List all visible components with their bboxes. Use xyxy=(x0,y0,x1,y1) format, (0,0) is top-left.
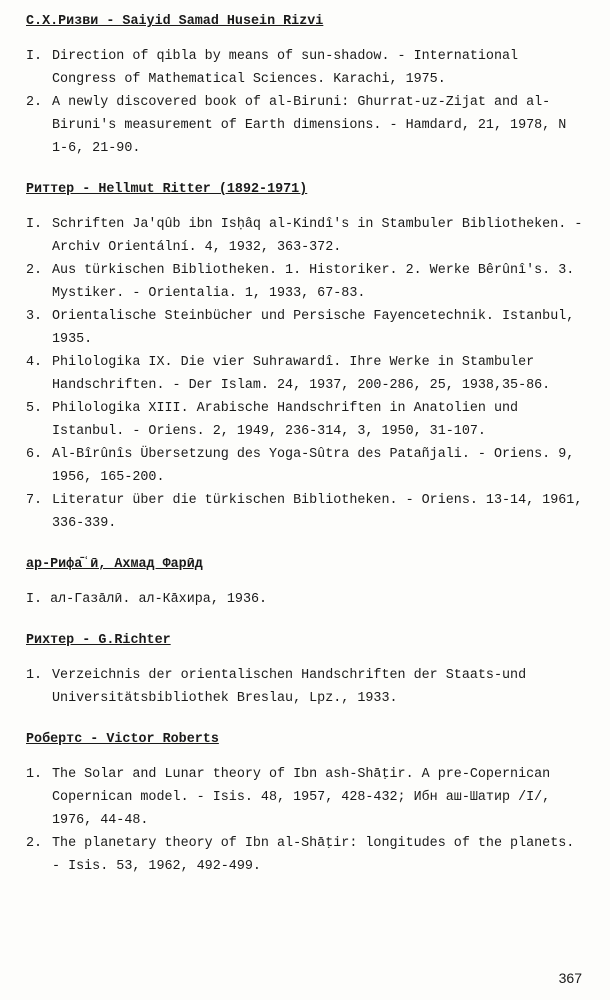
entry-text: Direction of qibla by means of sun-shadow. - International Congress of Mathematical Sciences. Karachi, 1975. xyxy=(52,49,519,87)
entry-list xyxy=(26,213,586,535)
entry-number: 2. xyxy=(26,263,43,278)
entry-list xyxy=(26,664,586,710)
entry-text: Al-Bîrûnîs Übersetzung des Yoga-Sûtra des Patañjali. - Oriens. 9, 1956, 165-200. xyxy=(52,447,575,485)
list-item xyxy=(26,397,586,443)
entry-text: I. ал-Газāлӣ. ал-Кāхира, 1936. xyxy=(26,592,268,607)
section-rifai xyxy=(26,553,586,611)
entry-text: The planetary theory of Ibn al-Shāṭir: longitudes of the planets. - Isis. 53, 1962, 492-499. xyxy=(52,836,575,874)
section-roberts xyxy=(26,728,586,878)
entry-text: Schriften Ja'qûb ibn Isḥâq al-Kindî's in Stambuler Bibliotheken. - Archiv Orientální. 4, 1932, 363-372. xyxy=(52,217,583,255)
list-item xyxy=(26,832,586,878)
entry-number: 3. xyxy=(26,309,43,324)
section-rizvi xyxy=(26,10,586,160)
list-item xyxy=(26,305,586,351)
section-heading: ар-Рифа̄ʿӣ, Ахмад Фарӣд xyxy=(26,557,203,572)
entry-text: A newly discovered book of al-Biruni: Ghurrat-uz-Zijat and al-Biruni's measurement of Earth dimensions. - Hamdard, 21, 1978, N 1-6, 21-90. xyxy=(52,95,567,156)
section-heading: Рихтер - G.Richter xyxy=(26,633,171,648)
section-heading: Риттер - Hellmut Ritter (1892-1971) xyxy=(26,182,308,197)
entry-text: The Solar and Lunar theory of Ibn ash-Shāṭir. A pre-Copernican Copernican model. - Isis. 48, 1957, 428-432; Ибн аш-Шатир /I/, 1976, 44-48. xyxy=(52,767,551,828)
entry-number: 4. xyxy=(26,355,43,370)
entry-number: 1. xyxy=(26,767,43,782)
section-heading: Робертс - Victor Roberts xyxy=(26,732,219,747)
section-ritter xyxy=(26,178,586,535)
entry-number: I. xyxy=(26,49,43,64)
list-item xyxy=(26,443,586,489)
entry-number: 2. xyxy=(26,95,43,110)
page-number: 367 xyxy=(558,970,582,986)
entry-number: I. xyxy=(26,217,43,232)
entry-number: 2. xyxy=(26,836,43,851)
entry-number: 7. xyxy=(26,493,43,508)
entry-list xyxy=(26,763,586,878)
entry-text: Philologika XIII. Arabische Handschriften in Anatolien und Istanbul. - Oriens. 2, 1949, 236-314, 3, 1950, 31-107. xyxy=(52,401,519,439)
entry-text: Verzeichnis der orientalischen Handschriften der Staats-und Universitätsbibliothek Breslau, Lpz., 1933. xyxy=(52,668,527,706)
entry-text: Philologika IX. Die vier Suhrawardî. Ihre Werke in Stambuler Handschriften. - Der Islam. 24, 1937, 200-286, 25, 1938,35-86. xyxy=(52,355,551,393)
entry-text: Aus türkischen Bibliotheken. 1. Historiker. 2. Werke Bêrûnî's. 3. Mystiker. - Orientalia. 1, 1933, 67-83. xyxy=(52,263,575,301)
section-heading: С.Х.Ризви - Saiyid Samad Husein Rizvi xyxy=(26,14,324,29)
section-richter xyxy=(26,629,586,710)
list-item xyxy=(26,664,586,710)
entry-number: 6. xyxy=(26,447,43,462)
list-item xyxy=(26,763,586,832)
entry-number: 1. xyxy=(26,668,43,683)
entry-number: 5. xyxy=(26,401,43,416)
entry-list xyxy=(26,588,586,611)
list-item xyxy=(26,259,586,305)
list-item xyxy=(26,213,586,259)
list-item xyxy=(26,489,586,535)
list-item xyxy=(26,91,586,160)
list-item xyxy=(26,588,586,611)
list-item xyxy=(26,351,586,397)
entry-list xyxy=(26,45,586,160)
list-item xyxy=(26,45,586,91)
entry-text: Orientalische Steinbücher und Persische Fayencetechnik. Istanbul, 1935. xyxy=(52,309,575,347)
bibliography-page xyxy=(26,10,586,878)
entry-text: Literatur über die türkischen Bibliotheken. - Oriens. 13-14, 1961, 336-339. xyxy=(52,493,583,531)
